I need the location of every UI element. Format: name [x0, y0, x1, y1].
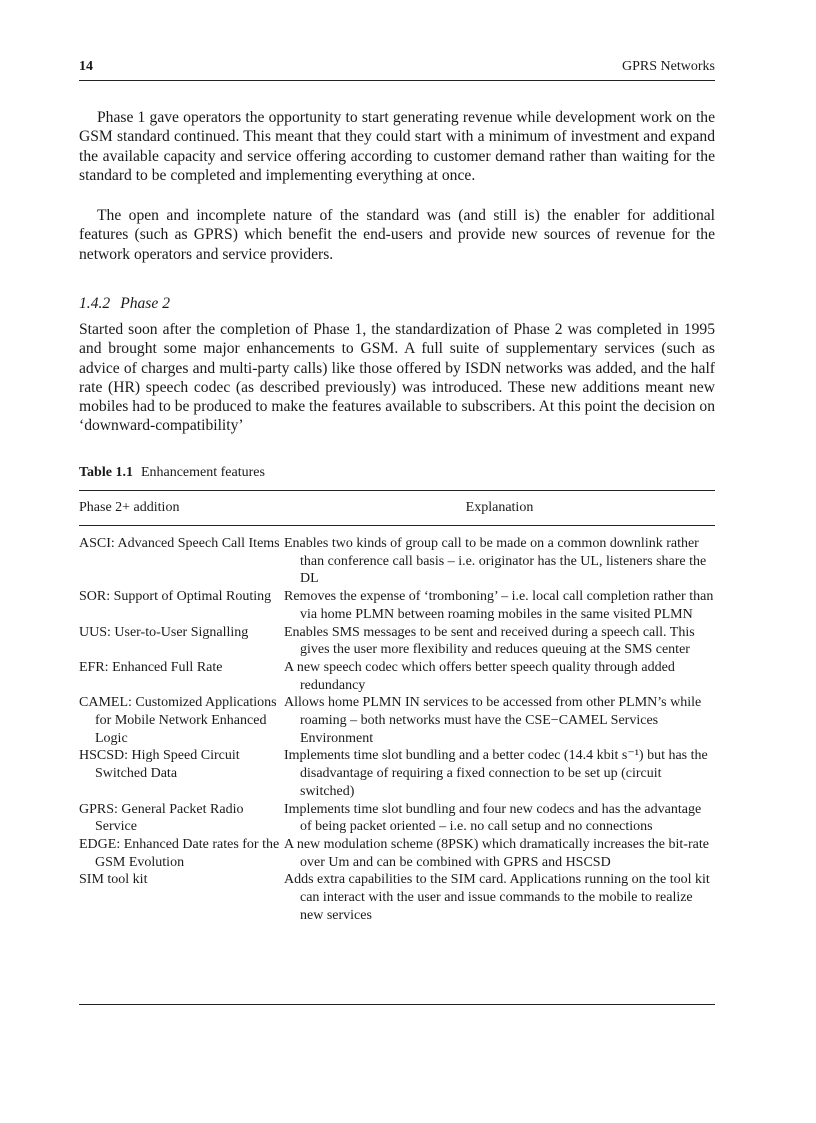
table-top-rule — [79, 490, 715, 491]
table-cell-addition: UUS: User-to-User Signalling — [79, 624, 249, 640]
table-body — [79, 535, 715, 924]
table-cell-explanation: Adds extra capabilities to the SIM card. Applications running on the tool kit can interact with the user and issue commands to the mobile to realize new services — [284, 872, 710, 923]
table-cell-addition: CAMEL: Customized Applications for Mobile Network Enhanced Logic — [79, 695, 277, 746]
running-head — [79, 58, 715, 81]
table-row — [79, 588, 715, 623]
table-cell-addition: EDGE: Enhanced Date rates for the GSM Evolution — [79, 836, 280, 870]
paragraph-phase1-revenue: Phase 1 gave operators the opportunity to start generating revenue while development work on the GSM standard continued. This meant that they could start with a minimum of investment and expand the available capacity and service offering according to customer demand rather than waiting for the standard to be completed and implementing everything at once. — [79, 109, 715, 184]
table-cell-addition: ASCI: Advanced Speech Call Items — [79, 536, 280, 551]
table-row — [79, 624, 715, 659]
table-row — [79, 836, 715, 871]
table-cell-explanation: Enables SMS messages to be sent and received during a speech call. This gives the user more flexibility and reduces queuing at the SMS center — [284, 624, 695, 658]
paragraph-phase2: Started soon after the completion of Phase 1, the standardization of Phase 2 was completed in 1995 and brought some major enhancements to GSM. A full suite of supplementary services (such as advice of charges and multi-party calls) like those offered by ISDN networks was added, and the half rate (HR) speech codec (as described previously) was introduced. These new additions meant new mobiles had to be produced to make the features available to subscribers. At this point the decision on ‘downward-compatibility’ — [79, 321, 715, 435]
table-cell-addition: GPRS: General Packet Radio Service — [79, 801, 244, 835]
column-header-explanation: Explanation — [465, 500, 534, 515]
table-row — [79, 659, 715, 694]
table-caption — [79, 465, 265, 481]
paragraph-open-standard: The open and incomplete nature of the standard was (and still is) the enabler for additional features (such as GPRS) which benefit the end-users and provide new sources of revenue for the network operators and service providers. — [79, 207, 715, 263]
table-cell-addition: EFR: Enhanced Full Rate — [79, 659, 223, 675]
table-row — [79, 694, 715, 747]
table-cell-explanation: Implements time slot bundling and four new codecs and has the advantage of being packet oriented – i.e. no call setup and no connections — [284, 801, 702, 835]
running-head-title: GPRS Networks — [622, 59, 715, 74]
table-cell-explanation: Implements time slot bundling and a better codec (14.4 kbit s⁻¹) but has the disadvantage of requiring a fixed connection to be set up (circuit switched) — [284, 748, 708, 799]
table-cell-explanation: A new modulation scheme (8PSK) which dramatically increases the bit-rate over Um and can be combined with GPRS and HSCSD — [284, 836, 709, 870]
section-number: 1.4.2 — [79, 295, 111, 312]
page-number: 14 — [79, 59, 93, 74]
table-bottom-rule — [79, 1004, 715, 1005]
table-label: Table 1.1 — [79, 465, 133, 480]
table-cell-explanation: A new speech codec which offers better speech quality through added redundancy — [284, 659, 675, 693]
table-cell-addition: SIM tool kit — [79, 872, 148, 888]
table-cell-explanation: Removes the expense of ‘tromboning’ – i.e. local call completion rather than via home PLMN between roaming mobiles in the same visited PLMN — [284, 589, 714, 622]
table-cell-addition: HSCSD: High Speed Circuit Switched Data — [79, 748, 240, 782]
section-title: Phase 2 — [120, 295, 170, 312]
table-cell-explanation: Allows home PLMN IN services to be accessed from other PLMN’s while roaming – both networks must have the CSE−CAMEL Services Environment — [284, 695, 702, 746]
table-header-rule — [79, 525, 715, 526]
column-header-addition: Phase 2+ addition — [79, 500, 180, 515]
table-row — [79, 535, 715, 588]
table-row — [79, 801, 715, 836]
section-heading — [79, 295, 170, 313]
table-caption-text: Enhancement features — [140, 465, 265, 480]
table-cell-addition: SOR: Support of Optimal Routing — [79, 589, 272, 605]
table-row — [79, 871, 715, 924]
table-row — [79, 747, 715, 800]
table-cell-explanation: Enables two kinds of group call to be made on a common downlink rather than conference call basis – i.e. originator has the UL, listeners share the DL — [284, 536, 707, 587]
